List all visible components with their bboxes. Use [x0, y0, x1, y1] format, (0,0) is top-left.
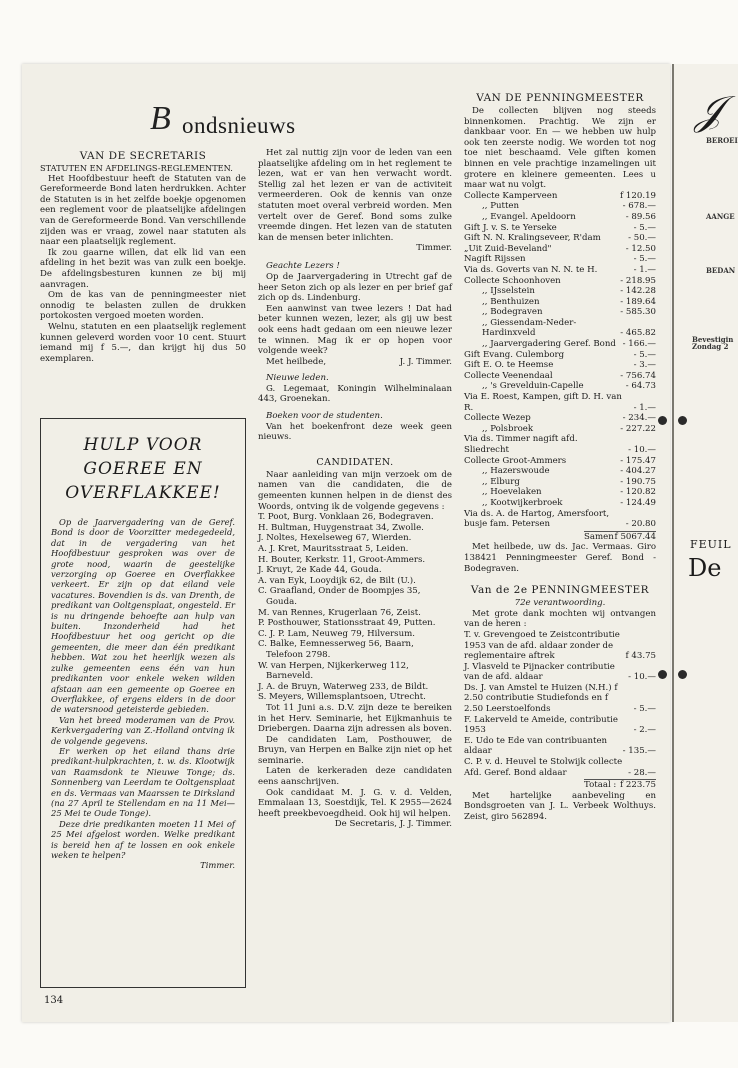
ledger-label: Ds. J. van Amstel te Huizen (N.H.) f 2.50 contributie Studiefonds en f 2.50 Leerstoelfonds — [464, 682, 618, 715]
ledger-amount: - 120.82 — [620, 487, 656, 498]
ledger-amount: - 1.— — [633, 402, 656, 413]
ledger-label: Nagift Rijssen — [464, 254, 526, 265]
ledger-amount: - 142.28 — [620, 286, 656, 297]
next-page-initial: 𝒥 — [695, 88, 723, 134]
box-paragraph: Op de Jaarvergadering van de Geref. Bond is door de Voorzitter medegedeeld, dat in de vergadering van het Hoofdbestuur gesproken was over de grote nood, waarin de geestelijke verzorging op Goeree en Overflakkee verkeert. Er zijn op dat eiland vele vacatures. Bovendien is ds. van Drenth, de predikant van Ooltgensplaat, ongesteld. Er is nu dringende behoefte aan hulp van buiten. Inzonderheid had het Hoofdbestuur het oog gericht op die gemeenten, die meer dan één predikant hebben. Wat zou het heerlijk wezen als zulke gemeenten eens één van hun predikanten voor enkele weken wilden afstaan aan een gemeente op Goeree en Overflakkee, of ergens elders in de door de watersnood geteisterde gebieden. — [51, 517, 235, 715]
secretaris-paragraph: Ik zou gaarne willen, dat elk lid van een afdeling in het bezit was van zulk een boekje. De afdelingsbesturen kunnen ze bij mij aanvragen. — [40, 247, 246, 290]
ledger-row — [464, 286, 656, 297]
candidate-entry: H. Bouter, Kerkstr. 11, Groot-Ammers. — [258, 554, 426, 565]
next-page-feuilleton: FEUIL — [690, 538, 732, 551]
total-label: Samen — [584, 531, 614, 542]
ledger-amount: - 166.— — [622, 339, 656, 350]
ledger-row — [464, 191, 656, 202]
ledger-label: ,, IJsselstein — [482, 286, 535, 297]
ledger-label: Gift J. v. S. te Yerseke — [464, 222, 557, 233]
boeken-paragraph: Van het boekenfront deze week geen nieuws. — [258, 421, 452, 443]
ledger-row — [464, 360, 656, 371]
leden-heading: Nieuwe leden. — [266, 373, 329, 384]
ledger-row — [464, 757, 656, 778]
ledger-label: Via E. Roest, Kampen, gift D. H. van R. — [464, 392, 622, 413]
binding-hole — [678, 670, 687, 679]
ledger-amount: - 218.95 — [620, 275, 656, 286]
lezers-paragraph: Een aanwinst van twee lezers ! Dat had beter kunnen wezen, lezer, als gij uw best ook eens hadt gedaan om een nieuwe lezer te winnen. Mag ik er op hopen voor volgende week? — [258, 303, 452, 357]
candidaten-intro: Naar aanleiding van mijn verzoek om de namen van die candidaten, die de gemeenten kunnen helpen in de dienst des Woords, ontving ik de volgende gegevens : — [258, 469, 452, 512]
box-title — [51, 433, 235, 505]
ledger-amount: - 5.— — [633, 704, 656, 715]
ledger-label: Gift Evang. Culemborg — [464, 349, 565, 360]
penningmeester2-heading: Van de 2e PENNINGMEESTER — [470, 584, 650, 597]
candidate-entry: C. Balke, Eemnesserweg 56, Baarn, Telefoon 2798. — [258, 639, 414, 660]
penningmeester2-closing: Met hartelijke aanbeveling en Bondsgroeten van J. L. Verbeek Wolthuys. Zeist, giro 562894. — [464, 790, 656, 822]
ledger-row — [464, 509, 656, 530]
ledger-amount: - 10.— — [628, 445, 656, 455]
ledger-row — [464, 212, 656, 223]
lezers-paragraph: Op de Jaarvergadering in Utrecht gaf de heer Seton zich op als lezer en per brief gaf zich op ds. Lindenburg. — [258, 271, 452, 304]
page-number: 134 — [44, 995, 64, 1006]
ledger-amount: - 234.— — [622, 413, 656, 424]
ledger-label: ,, Elburg — [482, 476, 520, 487]
secretaris-heading: VAN DE SECRETARIS — [79, 150, 207, 162]
ledger-amount: - 135.— — [622, 746, 656, 757]
page-title: ondsnieuws — [182, 113, 296, 138]
ledger-label: ,, Hoevelaken — [482, 487, 542, 498]
ledger-amount: f 43.75 — [625, 651, 656, 662]
ledger-row — [464, 318, 656, 339]
ledger-label: Gift N. N. Kralingseveer, R'dam — [464, 233, 601, 244]
ledger-amount: f 120.19 — [620, 190, 656, 201]
reglement-paragraph: Het zal nuttig zijn voor de leden van een plaatselijke afdeling om in het reglement te lezen, wat er van hen verwacht wordt. Stellig zal het lezen er van de activiteit vermeerderen. Ook de kennis van onze statuten moet overal verbreid worden. Men vertelt over de Geref. Bond soms zulke vreemde dingen. Het lezen van de statuten kan de mensen beter inlichten. — [258, 148, 452, 243]
ledger-label: Collecte Schoonhoven — [464, 275, 561, 286]
next-page-heading: BEROEI — [706, 136, 738, 145]
title-initial: B — [150, 100, 171, 137]
leden-paragraph: G. Legemaat, Koningin Wilhelminalaan 443, Groenekan. — [258, 383, 452, 405]
ledger-row — [464, 466, 656, 477]
ledger-label: Via ds. Goverts van N. N. te H. — [464, 264, 598, 275]
ledger-label: ,, Putten — [482, 201, 520, 212]
ledger-row — [464, 297, 656, 308]
ledger-row — [464, 683, 656, 715]
ledger-row — [464, 201, 656, 212]
ledger-amount: - 5.— — [633, 222, 656, 233]
total-amount: f 223.75 — [620, 780, 656, 791]
candidate-entry: M. van Rennes, Krugerlaan 76, Zeist. — [258, 607, 421, 618]
ledger-label: ,, Polsbroek — [482, 423, 534, 434]
ledger-label: ,, Giessendam-Neder-Hardinxveld — [482, 317, 577, 339]
ledger-label: Via ds. A. de Hartog, Amersfoort, busje fam. Petersen — [464, 508, 610, 530]
column-secretaris — [40, 150, 246, 364]
next-page-de: De — [688, 554, 722, 582]
candidaten-list — [258, 512, 452, 703]
ledger-amount: - 28.— — [628, 767, 656, 778]
total-amount: f 5067.44 — [614, 531, 656, 542]
signature-left: Met heilbede, — [266, 356, 327, 367]
box-paragraph: Van het breed moderamen van de Prov. Kerkvergadering van Z.-Holland ontving ik de volgende gegevens. — [51, 714, 235, 746]
ledger-row — [464, 254, 656, 265]
ledger-row — [464, 477, 656, 488]
ledger-amount: - 756.74 — [620, 370, 656, 381]
ledger-row — [464, 223, 656, 234]
candidaten-signature: De Secretaris, J. J. Timmer. — [334, 819, 452, 830]
binding-hole — [658, 670, 667, 679]
ledger-row — [464, 715, 656, 736]
box-paragraph: Deze drie predikanten moeten 11 Mei of 25 Mei afgelost worden. Welke predikant is bereid hen af te lossen en ook enkele weken te helpen? — [51, 818, 235, 860]
ledger-label: ,, Kootwijkerbroek — [482, 497, 563, 508]
ledger-label: T. v. Grevengoed te Zeistcontributie 1953 van de afd. aldaar zonder de reglementaire aftrek — [464, 629, 620, 662]
ledger-row — [464, 434, 656, 455]
ledger-amount: - 50.— — [628, 233, 656, 244]
ledger-amount: - 190.75 — [620, 476, 656, 487]
total-row — [584, 531, 656, 543]
lezers-signature — [258, 357, 452, 368]
ledger-label: ,, Jaarvergadering Geref. Bond — [482, 339, 616, 350]
box-signature: Timmer. — [200, 860, 235, 871]
candidate-entry: T. Poot, Burg. Vonklaan 26, Bodegraven. — [258, 512, 434, 523]
boeken-heading: Boeken voor de studenten. — [266, 411, 383, 422]
candidate-entry: J. Noltes, Hexelseweg 67, Wierden. — [258, 533, 412, 544]
ledger-label: E. Udo te Ede van contribuanten aldaar — [464, 735, 608, 757]
penningmeester2-intro: Met grote dank mochten wij ontvangen van de heren : — [464, 608, 656, 630]
ledger-amount: - 227.22 — [620, 423, 656, 434]
penningmeester-heading: VAN DE PENNINGMEESTER — [476, 92, 644, 104]
ledger-label: Via ds. Timmer nagift afd. Sliedrecht — [464, 434, 578, 455]
ledger-amount: - 10.— — [628, 672, 656, 683]
ledger-label: ,, Evangel. Apeldoorn — [482, 211, 576, 222]
total-row — [584, 779, 656, 791]
ledger-row — [464, 424, 656, 435]
box-title-line: HULP VOOR — [83, 435, 203, 455]
ledger-row — [464, 381, 656, 392]
candidate-entry: A. J. Kret, Mauritsstraat 5, Leiden. — [258, 544, 409, 554]
ledger-row — [464, 371, 656, 382]
ledger-label: ,, 's Grevelduin-Capelle — [482, 381, 584, 392]
ledger-amount: - 2.— — [633, 725, 656, 736]
candidate-entry: C. J. P. Lam, Neuweg 79, Hilversum. — [258, 628, 415, 639]
ledger-row — [464, 339, 656, 350]
candidate-entry: S. Meyers, Willemsplantsoen, Utrecht. — [258, 692, 426, 703]
ledger-row — [464, 630, 656, 662]
secretaris-subheading: STATUTEN EN AFDELINGS-REGLEMENTEN. — [40, 163, 233, 173]
hulp-box — [40, 418, 246, 988]
binding-hole — [658, 416, 667, 425]
ledger-label: ,, Bodegraven — [482, 307, 543, 318]
ledger-amount: - 678.— — [622, 201, 656, 212]
ledger-label: J. Vlasveld te Pijnacker contributie van de afd. aldaar — [464, 661, 615, 683]
ledger-amount: - 5.— — [633, 349, 656, 360]
candidaten-paragraph: De candidaten Lam, Posthouwer, de Bruyn, van Herpen en Balke zijn niet op het seminarie. — [258, 734, 452, 766]
ledger-label: „Uit Zuid-Beveland" — [464, 243, 552, 254]
ledger-label: Gift E. O. te Heemse — [464, 360, 554, 371]
ledger-row — [464, 662, 656, 683]
ledger-amount: - 189.64 — [620, 296, 656, 307]
candidate-entry: W. van Herpen, Nijkerkerweg 112, Barneveld. — [258, 660, 409, 682]
next-page-heading: BEDAN — [706, 266, 736, 275]
ledger-label: C. P. v. d. Heuvel te Stolwijk collecte Afd. Geref. Bond aldaar — [464, 757, 623, 778]
candidate-entry: H. Bultman, Huygenstraat 34, Zwolle. — [258, 522, 424, 533]
box-title-line: GOEREE EN — [83, 459, 203, 479]
candidate-entry: C. Graafland, Onder de Boompjes 35, Gouda. — [258, 586, 421, 607]
column-middle — [258, 148, 452, 829]
candidaten-paragraph: Tot 11 Juni a.s. D.V. zijn deze te bereiken in het Herv. Seminarie, het Eijkmanhuis te Driebergen. Daarna zijn adressen als boven. — [258, 702, 452, 735]
column-penningmeester — [464, 92, 656, 823]
ledger-row — [464, 244, 656, 255]
ledger-row — [464, 456, 656, 467]
candidate-entry: J. A. de Bruyn, Waterweg 233, de Bildt. — [258, 681, 429, 692]
ledger-amount: - 5.— — [633, 254, 656, 265]
collecte-list — [464, 191, 656, 530]
candidate-entry: P. Posthouwer, Stationsstraat 49, Putten. — [258, 618, 436, 629]
ledger-label: Collecte Veenendaal — [464, 370, 553, 381]
signature: Timmer. — [416, 243, 452, 254]
ledger-amount: - 3.— — [633, 360, 656, 371]
ledger-amount: - 175.47 — [620, 455, 656, 466]
ledger-row — [464, 487, 656, 498]
ledger-amount: - 64.73 — [625, 381, 656, 392]
penningmeester2-subheading: 72e verantwoording. — [514, 598, 606, 609]
ledger-amount: - 89.56 — [625, 211, 656, 222]
next-page-heading: AANGE — [706, 212, 735, 221]
ledger-label: ,, Hazerswoude — [482, 466, 550, 477]
ledger-amount: - 124.49 — [620, 497, 656, 508]
contributie-list — [464, 630, 656, 778]
penningmeester-intro: De collecten blijven nog steeds binnenkomen. Prachtig. We zijn er dankbaar voor. En — we hebben uw hulp ook ten zeerste nodig. We worden tot nog toe niet beschaamd. Vele giften komen binnen en vele prachtige inzamelingen uit grotere en kleinere gemeenten. Lees u maar wat nu volgt. — [464, 106, 656, 191]
ledger-label: F. Lakerveld te Ameide, contributie 1953 — [464, 714, 618, 736]
secretaris-paragraph: Het Hoofdbestuur heeft de Statuten van de Gereformeerde Bond laten herdrukken. Achter de Statuten is in het zelfde boekje opgenomen een reglement voor de plaatselijke afdelingen van de Gereformeerde Bond. Van verschillende zijden was er vraag, zowel naar statuten als naar een plaatselijk reglement. — [40, 173, 246, 248]
secretaris-paragraph: Welnu, statuten en een plaatselijk reglement kunnen geleverd worden voor 10 cent. Stuurt iemand mij f 5.—, dan krijgt hij dus 50 exemplaren. — [40, 321, 246, 364]
ledger-amount: - 20.80 — [625, 519, 656, 530]
candidaten-paragraph: Ook candidaat M. J. G. v. d. Velden, Emmalaan 13, Soestdijk, Tel. K 2955—2624 heeft preekbevoegdheid. Ook hij wil helpen. — [258, 787, 452, 819]
candidate-entry: A. van Eyk, Looydijk 62, de Bilt (U.). — [258, 575, 416, 586]
ledger-label: Collecte Wezep — [464, 413, 531, 424]
secretaris-paragraph: Om de kas van de penningmeester niet onnodig te belasten zullen de drukken portokosten vergoed moeten worden. — [40, 290, 246, 322]
ledger-row — [464, 498, 656, 509]
ledger-row — [464, 413, 656, 424]
ledger-row — [464, 736, 656, 757]
ledger-row — [464, 276, 656, 287]
box-title-line: OVERFLAKKEE! — [65, 483, 221, 503]
candidate-entry: J. Kruyt, 2e Kade 44, Gouda. — [258, 565, 382, 576]
ledger-amount: - 465.82 — [620, 328, 656, 339]
ledger-label: Collecte Kamperveen — [464, 190, 558, 201]
signature-right: J. J. Timmer. — [399, 356, 452, 367]
ledger-amount: - 585.30 — [620, 307, 656, 318]
total-label: Totaal : — [584, 780, 617, 791]
lezers-heading: Geachte Lezers ! — [266, 261, 340, 272]
penningmeester-closing: Met heilbede, uw ds. Jac. Vermaas. Giro 138421 Penningmeester Geref. Bond - Bodegraven. — [464, 542, 656, 574]
ledger-row — [464, 307, 656, 318]
ledger-label: Collecte Groot-Ammers — [464, 455, 567, 466]
box-paragraph: Er werken op het eiland thans drie predikant-hulpkrachten, t. w. ds. Klootwijk van Raamsdonk te Nieuwe Tonge; ds. Sonnenberg van Leerdam te Ooltgensplaat en ds. Vermaas van Maarssen te Dirksland (na 27 April te Stellendam en na 11 Mei—25 Mei te Oude Tonge). — [51, 745, 235, 819]
ledger-amount: - 404.27 — [620, 466, 656, 477]
ledger-label: ,, Benthuizen — [482, 296, 540, 307]
candidaten-paragraph: Laten de kerkeraden deze candidaten eens aanschrijven. — [258, 766, 452, 788]
ledger-row — [464, 392, 656, 413]
ledger-amount: - 1.— — [633, 264, 656, 275]
candidaten-heading: CANDIDATEN. — [316, 456, 394, 468]
ledger-row — [464, 350, 656, 361]
ledger-row — [464, 265, 656, 276]
binding-hole — [678, 416, 687, 425]
next-page-heading: Bevestigin Zondag 2 — [692, 335, 734, 351]
ledger-amount: - 12.50 — [625, 243, 656, 254]
ledger-row — [464, 233, 656, 244]
